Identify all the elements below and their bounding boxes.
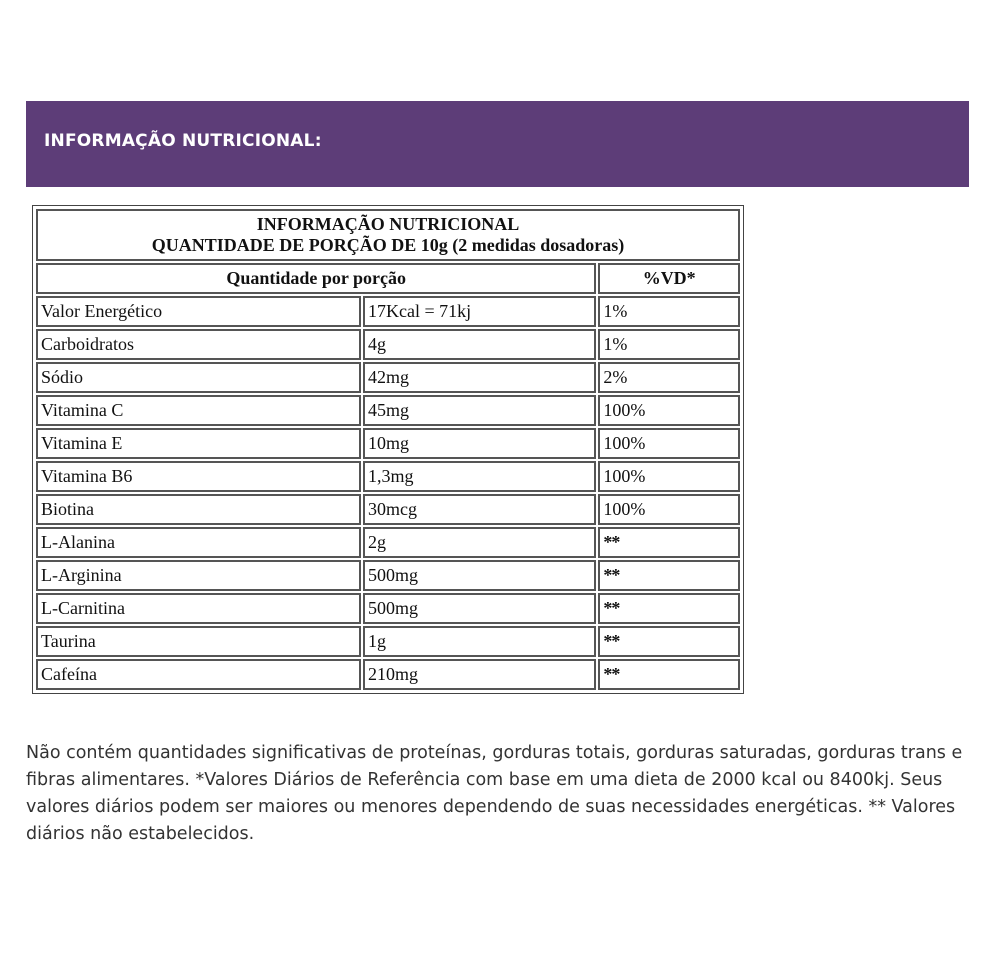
table-row bbox=[36, 659, 740, 690]
nutrient-amount: 17Kcal = 71kj bbox=[363, 296, 596, 327]
nutrient-amount: 30mcg bbox=[363, 494, 596, 525]
table-row bbox=[36, 461, 740, 492]
nutrient-vd: 2% bbox=[598, 362, 740, 393]
table-row bbox=[36, 428, 740, 459]
nutrient-vd: ** bbox=[598, 527, 740, 558]
nutrient-amount: 500mg bbox=[363, 560, 596, 591]
nutrient-name: Vitamina B6 bbox=[36, 461, 361, 492]
nutrient-name: Sódio bbox=[36, 362, 361, 393]
nutrient-vd: 100% bbox=[598, 494, 740, 525]
nutrient-name: Taurina bbox=[36, 626, 361, 657]
nutrient-vd: 1% bbox=[598, 329, 740, 360]
nutrient-name: Vitamina E bbox=[36, 428, 361, 459]
nutrient-vd: 100% bbox=[598, 461, 740, 492]
nutrient-name: L-Alanina bbox=[36, 527, 361, 558]
nutrient-name: L-Carnitina bbox=[36, 593, 361, 624]
table-row bbox=[36, 593, 740, 624]
nutrition-table-frame bbox=[32, 205, 744, 694]
nutrient-vd: 1% bbox=[598, 296, 740, 327]
section-banner bbox=[26, 101, 969, 187]
nutrient-vd: ** bbox=[598, 560, 740, 591]
nutrient-amount: 2g bbox=[363, 527, 596, 558]
nutrient-amount: 1g bbox=[363, 626, 596, 657]
nutrition-table bbox=[34, 207, 742, 692]
nutrient-amount: 500mg bbox=[363, 593, 596, 624]
nutrient-amount: 4g bbox=[363, 329, 596, 360]
nutrient-vd: 100% bbox=[598, 428, 740, 459]
table-row bbox=[36, 395, 740, 426]
nutrient-vd: ** bbox=[598, 626, 740, 657]
nutrient-name: L-Arginina bbox=[36, 560, 361, 591]
table-row bbox=[36, 626, 740, 657]
nutrient-amount: 45mg bbox=[363, 395, 596, 426]
nutrient-amount: 10mg bbox=[363, 428, 596, 459]
quantity-header: Quantidade por porção bbox=[36, 263, 596, 294]
footnote-text: Não contém quantidades significativas de proteínas, gorduras totais, gorduras saturadas, gorduras trans e fibras alimentares. *Valores Diários de Referência com base em uma dieta de 2000 kcal ou 8400kj. Seus valores diários podem ser maiores ou menores dependendo de suas necessidades energéticas. ** Valores diários não estabelecidos. bbox=[26, 743, 963, 844]
table-title-line2: QUANTIDADE DE PORÇÃO DE 10g (2 medidas dosadoras) bbox=[151, 235, 625, 255]
table-header-row bbox=[36, 263, 740, 294]
table-title-line1: INFORMAÇÃO NUTRICIONAL bbox=[256, 214, 520, 234]
banner-title: INFORMAÇÃO NUTRICIONAL: bbox=[44, 131, 322, 151]
nutrient-amount: 42mg bbox=[363, 362, 596, 393]
nutrient-vd: ** bbox=[598, 659, 740, 690]
vd-header: %VD* bbox=[598, 263, 740, 294]
nutrient-amount: 210mg bbox=[363, 659, 596, 690]
table-row bbox=[36, 296, 740, 327]
table-row bbox=[36, 527, 740, 558]
nutrient-name: Vitamina C bbox=[36, 395, 361, 426]
nutrient-vd: ** bbox=[598, 593, 740, 624]
nutrient-name: Biotina bbox=[36, 494, 361, 525]
table-title-row bbox=[36, 209, 740, 261]
table-row bbox=[36, 494, 740, 525]
nutrient-name: Valor Energético bbox=[36, 296, 361, 327]
nutrient-name: Carboidratos bbox=[36, 329, 361, 360]
table-row bbox=[36, 560, 740, 591]
table-row bbox=[36, 329, 740, 360]
table-title-cell bbox=[36, 209, 740, 261]
nutrient-amount: 1,3mg bbox=[363, 461, 596, 492]
table-row bbox=[36, 362, 740, 393]
nutrient-name: Cafeína bbox=[36, 659, 361, 690]
nutrient-vd: 100% bbox=[598, 395, 740, 426]
